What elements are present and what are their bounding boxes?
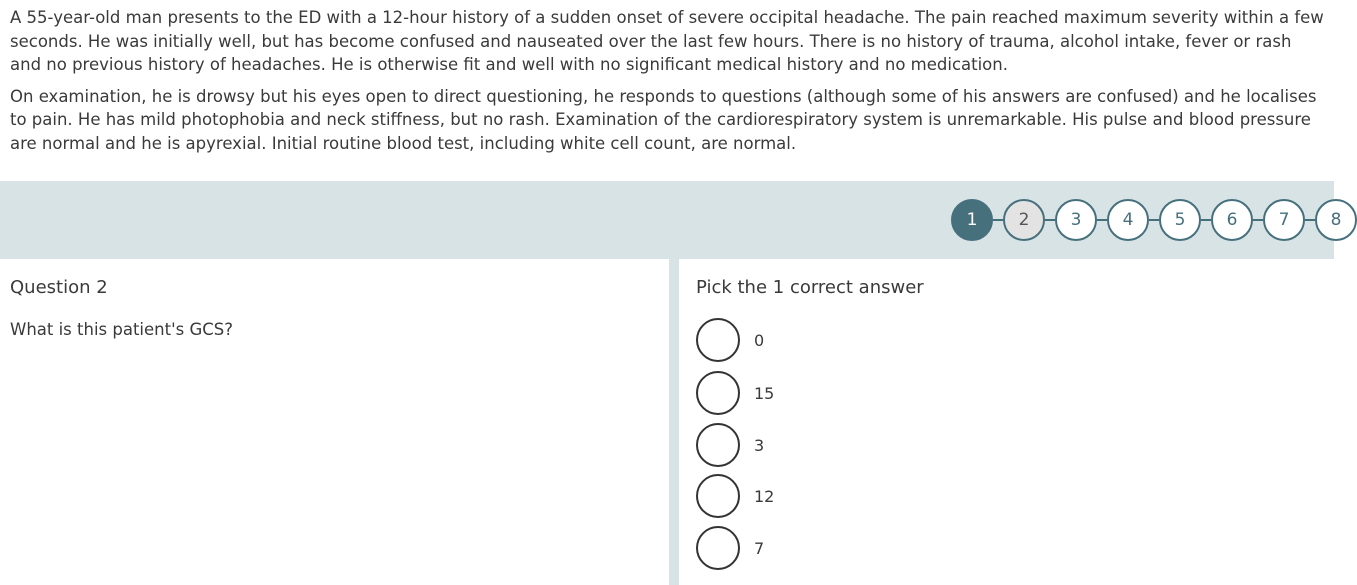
answer-option[interactable] bbox=[696, 526, 996, 570]
pager-question-4[interactable]: 4 bbox=[1107, 199, 1149, 241]
radio-button[interactable] bbox=[696, 526, 740, 570]
pager-question-8[interactable]: 8 bbox=[1315, 199, 1357, 241]
radio-button[interactable] bbox=[696, 474, 740, 518]
answer-instruction: Pick the 1 correct answer bbox=[696, 277, 924, 298]
pager-connector bbox=[1149, 219, 1159, 221]
pager-question-5[interactable]: 5 bbox=[1159, 199, 1201, 241]
answer-option-label: 7 bbox=[754, 538, 765, 558]
answer-option-label: 0 bbox=[754, 330, 765, 350]
question-panel bbox=[0, 259, 669, 585]
pager-question-7[interactable]: 7 bbox=[1263, 199, 1305, 241]
pager-connector bbox=[1201, 219, 1211, 221]
answer-option-label: 3 bbox=[754, 435, 765, 455]
pager-connector bbox=[1097, 219, 1107, 221]
question-pager bbox=[951, 199, 1357, 241]
radio-button[interactable] bbox=[696, 318, 740, 362]
answer-option[interactable] bbox=[696, 371, 996, 415]
panel-divider bbox=[669, 259, 679, 585]
pager-connector bbox=[1045, 219, 1055, 221]
pager-question-1[interactable]: 1 bbox=[951, 199, 993, 241]
answer-option[interactable] bbox=[696, 474, 996, 518]
stem-paragraph-1: A 55-year-old man presents to the ED with a 12-hour history of a sudden onset of severe occipital headache. The pain reached maximum severity within a few seconds. He was initially well, but has become confused and nauseated over the last few hours. There is no history of trauma, alcohol intake, fever or rash and no previous history of headaches. He is otherwise fit and well with no significant medical history and no medication. bbox=[10, 8, 1324, 74]
stem-paragraph-2: On examination, he is drowsy but his eyes open to direct questioning, he responds to questions (although some of his answers are confused) and he localises to pain. He has mild photophobia and neck stiffness, but no rash. Examination of the cardiorespiratory system is unremarkable. His pulse and blood pressure are normal and he is apyrexial. Initial routine blood test, including white cell count, are normal. bbox=[10, 86, 1317, 153]
question-text: What is this patient's GCS? bbox=[10, 320, 234, 339]
pager-question-6[interactable]: 6 bbox=[1211, 199, 1253, 241]
pager-connector bbox=[993, 219, 1003, 221]
question-title: Question 2 bbox=[10, 277, 108, 298]
pager-question-2[interactable]: 2 bbox=[1003, 199, 1045, 241]
answer-option-label: 12 bbox=[754, 486, 775, 506]
radio-button[interactable] bbox=[696, 423, 740, 467]
pager-connector bbox=[1253, 219, 1263, 221]
pager-connector bbox=[1305, 219, 1315, 221]
answer-option[interactable] bbox=[696, 318, 996, 362]
answer-option-label: 15 bbox=[754, 383, 775, 403]
radio-button[interactable] bbox=[696, 371, 740, 415]
pager-question-3[interactable]: 3 bbox=[1055, 199, 1097, 241]
question-stem bbox=[0, 0, 1334, 181]
answer-option[interactable] bbox=[696, 423, 996, 467]
